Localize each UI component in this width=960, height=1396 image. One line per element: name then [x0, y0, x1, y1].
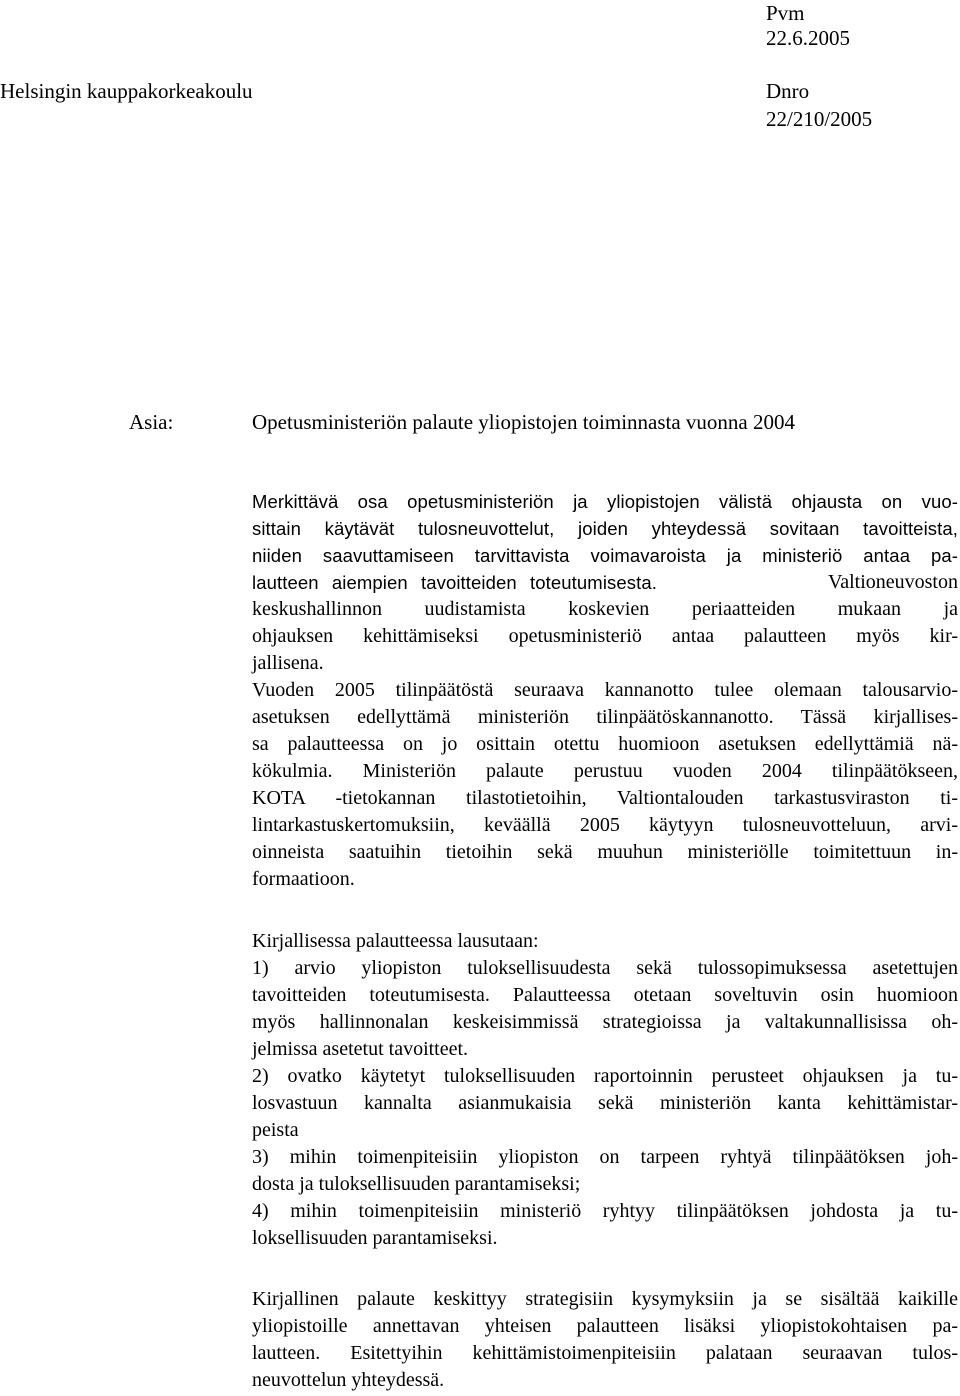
text-line: dosta ja tuloksellisuuden parantamiseksi;	[252, 1173, 581, 1195]
text-line: 2) ovatko käytetyt tuloksellisuuden raportoinnin perusteet ohjauksen ja tu-	[252, 1065, 958, 1087]
paragraph-5	[252, 1286, 958, 1394]
text-line: losvastuun kannalta asianmukaisia sekä ministeriön kanta kehittämistar-	[252, 1092, 958, 1114]
text-line: tavoitteiden toteutumisesta. Palautteessa otetaan soveltuvin osin huomioon	[252, 984, 958, 1006]
text-line: Valtioneuvoston	[828, 571, 958, 593]
text-line: jelmissa asetetut tavoitteet.	[252, 1038, 469, 1060]
text-line: Kirjallisessa palautteessa lausutaan:	[252, 930, 539, 952]
text-line: oinneista saatuihin tietoihin sekä muuhun ministeriölle toimitettuun in-	[252, 841, 958, 863]
text-line: Kirjallinen palaute keskittyy strategisiin kysymyksiin ja se sisältää kaikille	[252, 1288, 958, 1310]
text-line: 4) mihin toimenpiteisiin ministeriö ryhtyy tilinpäätöksen johdosta ja tu-	[252, 1200, 958, 1222]
text-line: myös hallinnonalan keskeisimmissä strategioissa ja valtakunnallisissa oh-	[252, 1011, 958, 1033]
text-line: sittain käytävät tulosneuvottelut, joiden yhteydessä sovitaan tavoitteista,	[252, 518, 958, 539]
text-line: lautteen. Esitettyihin kehittämistoimenpiteisiin palataan seuraavan tulos-	[252, 1342, 958, 1364]
text-line: asetuksen edellyttämä ministeriön tilinpäätöskannanotto. Tässä kirjallises-	[252, 706, 958, 728]
reference-value: 22/210/2005	[766, 107, 873, 131]
text-line: lautteen aiempien tavoitteiden toteutumisesta.	[252, 572, 657, 593]
organization-name: Helsingin kauppakorkeakoulu	[0, 79, 253, 103]
subject-text: Opetusministeriön palaute yliopistojen toiminnasta vuonna 2004	[252, 410, 796, 434]
text-line: keskushallinnon uudistamista koskevien periaatteiden mukaan ja	[252, 598, 958, 620]
date-label: Pvm	[766, 1, 805, 25]
reference-label: Dnro	[766, 79, 810, 103]
paragraph-4	[252, 928, 958, 1252]
date-value: 22.6.2005	[766, 26, 850, 50]
text-line: neuvottelun yhteydessä.	[252, 1369, 445, 1391]
text-line: peista	[252, 1119, 299, 1141]
text-line: formaatioon.	[252, 868, 355, 890]
text-line: kökulmia. Ministeriön palaute perustuu vuoden 2004 tilinpäätökseen,	[252, 760, 958, 782]
text-line: jallisena.	[252, 652, 324, 674]
text-line: sa palautteessa on jo osittain otettu huomioon asetuksen edellyttämiä nä-	[252, 733, 958, 755]
text-line: Vuoden 2005 tilinpäätöstä seuraava kannanotto tulee olemaan talousarvio-	[252, 679, 958, 701]
text-line: loksellisuuden parantamiseksi.	[252, 1227, 498, 1249]
text-line: lintarkastuskertomuksiin, keväällä 2005 käytyyn tulosneuvotteluun, arvi-	[252, 814, 958, 836]
text-line: yliopistoille annettavan yhteisen palautteen lisäksi yliopistokohtaisen pa-	[252, 1315, 958, 1337]
text-line: 3) mihin toimenpiteisiin yliopiston on tarpeen ryhtyä tilinpäätöksen joh-	[252, 1146, 958, 1168]
text-line: niiden saavuttamiseen tarvittavista voimavaroista ja ministeriö antaa pa-	[252, 545, 958, 566]
text-line: ohjauksen kehittämiseksi opetusministeriö antaa palautteen myös kir-	[252, 625, 958, 647]
paragraph-1	[252, 488, 958, 677]
paragraph-3	[252, 677, 958, 893]
text-line: 1) arvio yliopiston tuloksellisuudesta sekä tulossopimuksessa asetettujen	[252, 957, 958, 979]
text-line: Merkittävä osa opetusministeriön ja yliopistojen välistä ohjausta on vuo-	[252, 491, 958, 512]
text-line: KOTA -tietokannan tilastotietoihin, Valtiontalouden tarkastusviraston ti-	[252, 787, 958, 809]
subject-label: Asia:	[129, 410, 174, 434]
